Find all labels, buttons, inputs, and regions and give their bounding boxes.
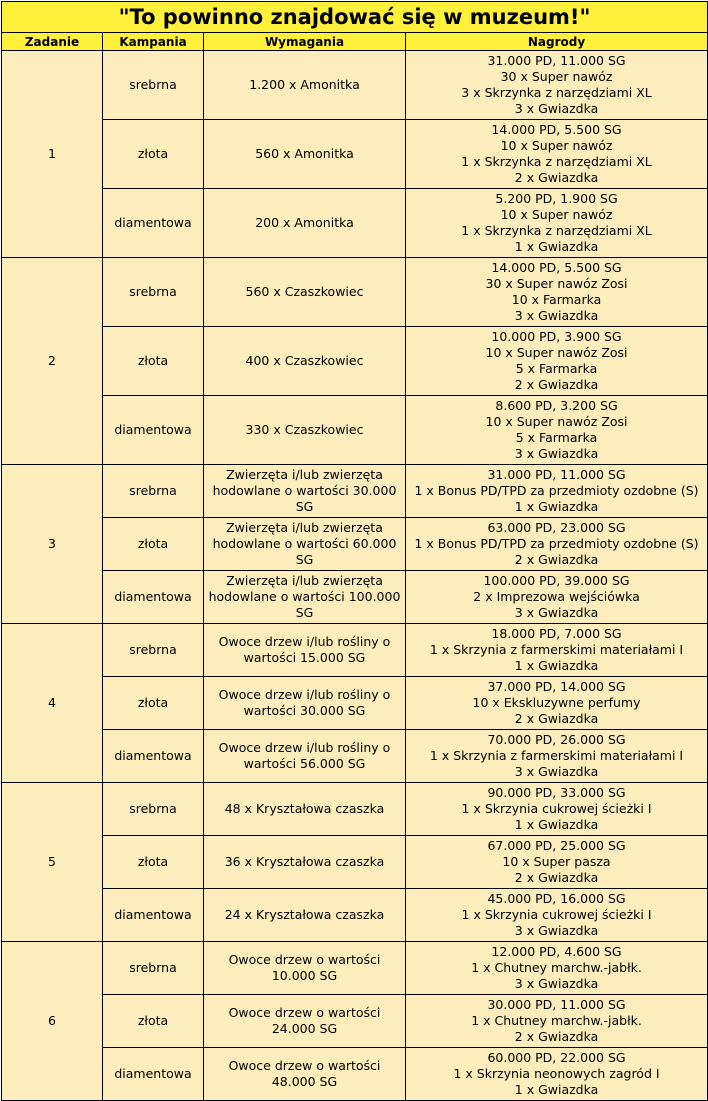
campaign-cell: diamentowa [103, 571, 204, 624]
rewards-cell [406, 1048, 708, 1101]
reward-line: 1 x Chutney marchw.-jabłk. [471, 960, 642, 975]
reward-line: 1 x Gwiazdka [514, 499, 599, 514]
reward-line: 30 x Super nawóz [500, 69, 613, 84]
requirement-cell: 400 x Czaszkowiec [204, 327, 406, 396]
reward-line: 10 x Super nawóz Zosi [485, 414, 628, 429]
requirement-cell: 560 x Amonitka [204, 120, 406, 189]
table-row [2, 465, 708, 518]
reward-line: 1 x Skrzynka z narzędziami XL [461, 154, 652, 169]
table-row [2, 783, 708, 836]
requirement-cell: 200 x Amonitka [204, 189, 406, 258]
reward-line: 30.000 PD, 11.000 SG [487, 997, 626, 1012]
reward-line: 1 x Skrzynia neonowych zagród I [453, 1066, 660, 1081]
table-row [2, 571, 708, 624]
reward-line: 2 x Gwiazdka [514, 552, 599, 567]
table-row [2, 889, 708, 942]
task-number: 1 [2, 51, 103, 258]
requirement-cell: 560 x Czaszkowiec [204, 258, 406, 327]
requirement-cell: Owoce drzew i/lub rośliny o wartości 56.000 SG [204, 730, 406, 783]
reward-line: 10 x Super nawóz [500, 207, 613, 222]
reward-line: 10 x Super pasza [502, 854, 611, 869]
table-row [2, 189, 708, 258]
table-row [2, 396, 708, 465]
table-row [2, 518, 708, 571]
rewards-cell [406, 836, 708, 889]
table-body [2, 51, 708, 1101]
task-number: 5 [2, 783, 103, 942]
requirement-cell: Zwierzęta i/lub zwierzęta hodowlane o wartości 60.000 SG [204, 518, 406, 571]
reward-line: 10 x Super nawóz Zosi [485, 345, 628, 360]
header-rewards: Nagrody [406, 33, 708, 51]
rewards-cell [406, 396, 708, 465]
table-row [2, 120, 708, 189]
reward-line: 5 x Farmarka [515, 430, 598, 445]
reward-line: 100.000 PD, 39.000 SG [483, 573, 630, 588]
reward-line: 45.000 PD, 16.000 SG [487, 891, 626, 906]
reward-line: 67.000 PD, 25.000 SG [487, 838, 626, 853]
requirement-cell: 1.200 x Amonitka [204, 51, 406, 120]
table-row [2, 1048, 708, 1101]
reward-line: 1 x Skrzynia z farmerskimi materiałami I [429, 642, 684, 657]
rewards-cell [406, 189, 708, 258]
reward-line: 37.000 PD, 14.000 SG [487, 679, 626, 694]
reward-line: 1 x Gwiazdka [514, 239, 599, 254]
rewards-cell [406, 624, 708, 677]
requirement-cell: 330 x Czaszkowiec [204, 396, 406, 465]
requirement-cell: Owoce drzew i/lub rośliny o wartości 15.000 SG [204, 624, 406, 677]
campaign-cell: srebrna [103, 783, 204, 836]
reward-line: 14.000 PD, 5.500 SG [491, 122, 622, 137]
task-number: 4 [2, 624, 103, 783]
campaign-cell: diamentowa [103, 396, 204, 465]
rewards-cell [406, 571, 708, 624]
reward-line: 2 x Gwiazdka [514, 870, 599, 885]
reward-line: 8.600 PD, 3.200 SG [495, 398, 618, 413]
reward-line: 3 x Gwiazdka [514, 446, 599, 461]
campaign-cell: złota [103, 995, 204, 1048]
reward-line: 10 x Super nawóz [500, 138, 613, 153]
reward-line: 3 x Gwiazdka [514, 605, 599, 620]
reward-line: 1 x Bonus PD/TPD za przedmioty ozdobne (S) [414, 483, 699, 498]
reward-line: 10 x Farmarka [511, 292, 602, 307]
table-row [2, 677, 708, 730]
reward-line: 2 x Gwiazdka [514, 711, 599, 726]
requirement-cell: 48 x Kryształowa czaszka [204, 783, 406, 836]
reward-line: 1 x Gwiazdka [514, 658, 599, 673]
reward-line: 60.000 PD, 22.000 SG [487, 1050, 626, 1065]
rewards-cell [406, 465, 708, 518]
reward-line: 3 x Gwiazdka [514, 923, 599, 938]
requirement-cell: Zwierzęta i/lub zwierzęta hodowlane o wartości 30.000 SG [204, 465, 406, 518]
requirement-cell: 24 x Kryształowa czaszka [204, 889, 406, 942]
campaign-cell: złota [103, 518, 204, 571]
header-campaign: Kampania [103, 33, 204, 51]
task-number: 2 [2, 258, 103, 465]
reward-line: 10 x Ekskluzywne perfumy [472, 695, 641, 710]
reward-line: 18.000 PD, 7.000 SG [491, 626, 622, 641]
campaign-cell: srebrna [103, 942, 204, 995]
header-requirements: Wymagania [204, 33, 406, 51]
task-number: 3 [2, 465, 103, 624]
quest-table [1, 1, 708, 1101]
reward-line: 1 x Gwiazdka [514, 817, 599, 832]
reward-line: 5 x Farmarka [515, 361, 598, 376]
reward-line: 31.000 PD, 11.000 SG [487, 53, 626, 68]
table-row [2, 942, 708, 995]
campaign-cell: srebrna [103, 51, 204, 120]
reward-line: 2 x Gwiazdka [514, 377, 599, 392]
reward-line: 1 x Bonus PD/TPD za przedmioty ozdobne (S) [414, 536, 699, 551]
rewards-cell [406, 942, 708, 995]
rewards-cell [406, 258, 708, 327]
campaign-cell: złota [103, 677, 204, 730]
rewards-cell [406, 327, 708, 396]
requirement-cell: Owoce drzew o wartości 10.000 SG [204, 942, 406, 995]
header-task: Zadanie [2, 33, 103, 51]
reward-line: 63.000 PD, 23.000 SG [487, 520, 626, 535]
reward-line: 10.000 PD, 3.900 SG [491, 329, 622, 344]
reward-line: 90.000 PD, 33.000 SG [487, 785, 626, 800]
requirement-cell: Zwierzęta i/lub zwierzęta hodowlane o wartości 100.000 SG [204, 571, 406, 624]
campaign-cell: diamentowa [103, 189, 204, 258]
campaign-cell: złota [103, 120, 204, 189]
rewards-cell [406, 51, 708, 120]
reward-line: 12.000 PD, 4.600 SG [491, 944, 622, 959]
rewards-cell [406, 783, 708, 836]
campaign-cell: złota [103, 327, 204, 396]
rewards-cell [406, 730, 708, 783]
reward-line: 2 x Gwiazdka [514, 1029, 599, 1044]
campaign-cell: diamentowa [103, 730, 204, 783]
reward-line: 14.000 PD, 5.500 SG [491, 260, 622, 275]
table-row [2, 995, 708, 1048]
reward-line: 5.200 PD, 1.900 SG [495, 191, 618, 206]
table-row [2, 624, 708, 677]
reward-line: 31.000 PD, 11.000 SG [487, 467, 626, 482]
reward-line: 3 x Gwiazdka [514, 101, 599, 116]
reward-line: 3 x Gwiazdka [514, 308, 599, 323]
reward-line: 2 x Imprezowa wejściówka [473, 589, 640, 604]
rewards-cell [406, 518, 708, 571]
rewards-cell [406, 677, 708, 730]
rewards-cell [406, 120, 708, 189]
campaign-cell: diamentowa [103, 1048, 204, 1101]
table-row [2, 258, 708, 327]
requirement-cell: Owoce drzew i/lub rośliny o wartości 30.000 SG [204, 677, 406, 730]
table-row [2, 836, 708, 889]
reward-line: 1 x Gwiazdka [514, 1082, 599, 1097]
reward-line: 3 x Gwiazdka [514, 764, 599, 779]
requirement-cell: 36 x Kryształowa czaszka [204, 836, 406, 889]
table-title: "To powinno znajdować się w muzeum!" [2, 2, 708, 33]
rewards-cell [406, 995, 708, 1048]
reward-line: 1 x Skrzynia z farmerskimi materiałami I [429, 748, 684, 763]
reward-line: 1 x Skrzynia cukrowej ścieżki I [461, 801, 652, 816]
table-row [2, 730, 708, 783]
reward-line: 30 x Super nawóz Zosi [485, 276, 628, 291]
campaign-cell: złota [103, 836, 204, 889]
reward-line: 3 x Skrzynka z narzędziami XL [461, 85, 652, 100]
reward-line: 2 x Gwiazdka [514, 170, 599, 185]
reward-line: 1 x Chutney marchw.-jabłk. [471, 1013, 642, 1028]
campaign-cell: srebrna [103, 624, 204, 677]
reward-line: 1 x Skrzynia cukrowej ścieżki I [461, 907, 652, 922]
task-number: 6 [2, 942, 103, 1101]
table-row [2, 51, 708, 120]
reward-line: 3 x Gwiazdka [514, 976, 599, 991]
campaign-cell: srebrna [103, 465, 204, 518]
reward-line: 70.000 PD, 26.000 SG [487, 732, 626, 747]
requirement-cell: Owoce drzew o wartości 24.000 SG [204, 995, 406, 1048]
requirement-cell: Owoce drzew o wartości 48.000 SG [204, 1048, 406, 1101]
table-row [2, 327, 708, 396]
reward-line: 1 x Skrzynka z narzędziami XL [461, 223, 652, 238]
campaign-cell: srebrna [103, 258, 204, 327]
rewards-cell [406, 889, 708, 942]
campaign-cell: diamentowa [103, 889, 204, 942]
